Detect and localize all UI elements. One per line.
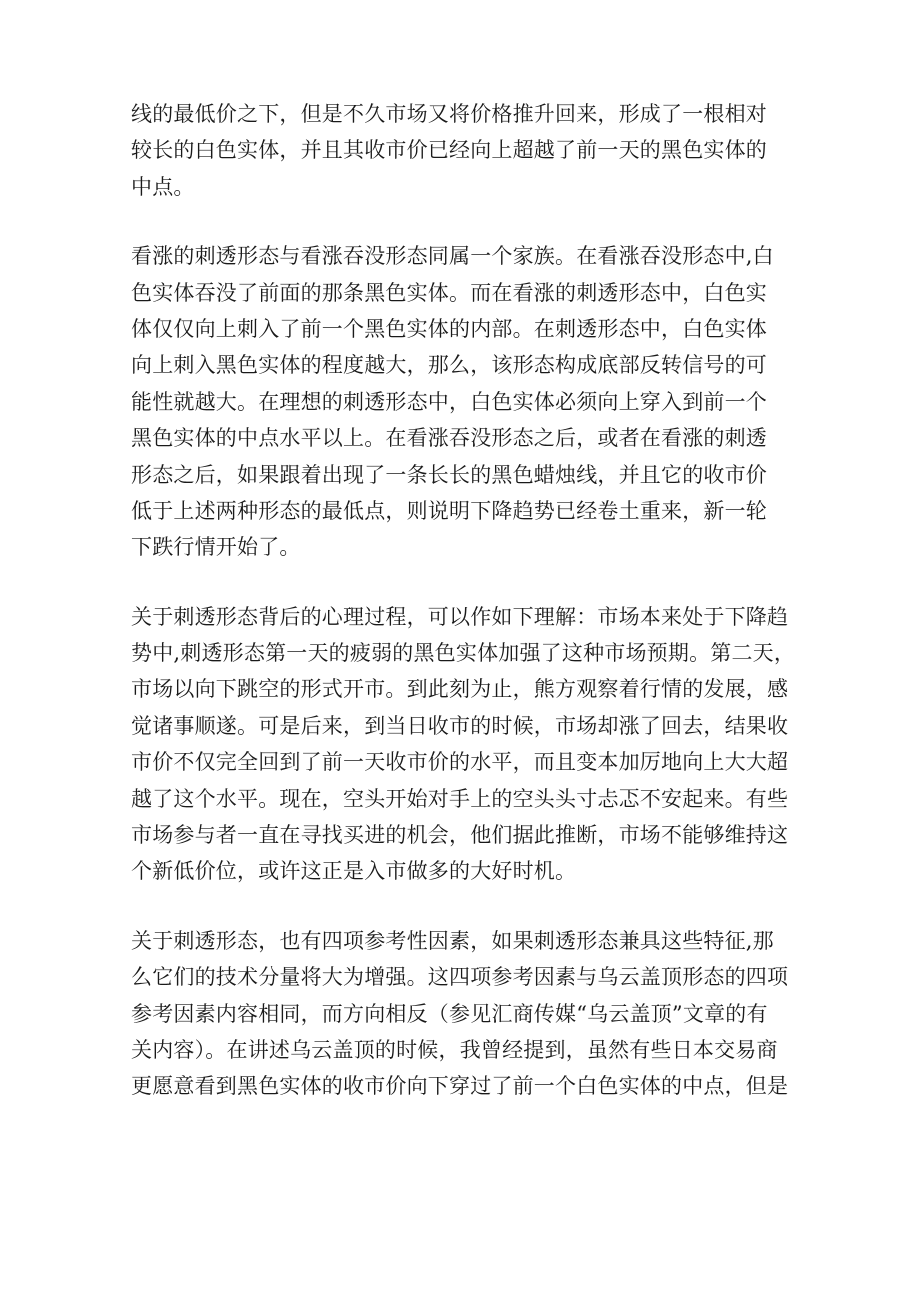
text-line: 中点。 bbox=[131, 174, 195, 199]
text-line: 关于刺透形态背后的心理过程，可以作如下理解：市场本来处于下降趋 bbox=[131, 604, 789, 629]
text-line: 关内容）。在讲述乌云盖顶的时候，我曾经提到，虽然有些日本交易商 bbox=[131, 1037, 778, 1062]
paragraph-2 bbox=[131, 238, 799, 566]
text-line: 更愿意看到黑色实体的收市价向下穿过了前一个白色实体的中点，但是 bbox=[131, 1074, 789, 1099]
text-line: 觉诸事顺遂。可是后来，到当日收市的时候，市场却涨了回去，结果收 bbox=[131, 713, 789, 738]
text-line: 较长的白色实体，并且其收市价已经向上超越了前一天的黑色实体的 bbox=[131, 138, 767, 163]
text-line: 势中,刺透形态第一天的疲弱的黑色实体加强了这种市场预期。第二天， bbox=[131, 641, 796, 666]
text-line: 市场参与者一直在寻找买进的机会，他们据此推断，市场不能够维持这 bbox=[131, 823, 789, 848]
text-line: 色实体吞没了前面的那条黑色实体。而在看涨的刺透形态中，白色实 bbox=[131, 280, 767, 305]
text-line: 体仅仅向上刺入了前一个黑色实体的内部。在刺透形态中，白色实体 bbox=[131, 316, 767, 341]
text-line: 关于刺透形态，也有四项参考性因素，如果刺透形态兼具这些特征,那 bbox=[131, 928, 774, 953]
text-line: 线的最低价之下，但是不久市场又将价格推升回来，形成了一根相对 bbox=[131, 102, 767, 126]
document-body bbox=[131, 96, 799, 1138]
text-line: 向上刺入黑色实体的程度越大，那么，该形态构成底部反转信号的可 bbox=[131, 353, 767, 378]
text-line: 形态之后，如果跟着出现了一条长长的黑色蜡烛线，并且它的收市价 bbox=[131, 462, 767, 487]
text-line: 么它们的技术分量将大为增强。这四项参考因素与乌云盖顶形态的四项 bbox=[131, 965, 789, 990]
text-line: 市场以向下跳空的形式开市。到此刻为止，熊方观察着行情的发展，感 bbox=[131, 677, 789, 702]
text-line: 越了这个水平。现在，空头开始对手上的空头头寸忐忑不安起来。有些 bbox=[131, 786, 789, 811]
text-line: 个新低价位，或许这正是入市做多的大好时机。 bbox=[131, 859, 577, 884]
text-line: 黑色实体的中点水平以上。在看涨吞没形态之后，或者在看涨的刺透 bbox=[131, 426, 767, 451]
text-line: 低于上述两种形态的最低点，则说明下降趋势已经卷土重来，新一轮 bbox=[131, 498, 767, 523]
text-line: 参考因素内容相同，而方向相反（参见汇商传媒“乌云盖顶”文章的有 bbox=[131, 1001, 768, 1026]
text-line: 下跌行情开始了。 bbox=[131, 535, 301, 560]
paragraph-1 bbox=[131, 96, 799, 205]
paragraph-3 bbox=[131, 599, 799, 890]
text-line: 市价不仅完全回到了前一天收市价的水平，而且变本加厉地向上大大超 bbox=[131, 750, 789, 775]
paragraph-4 bbox=[131, 923, 799, 1105]
text-line: 看涨的刺透形态与看涨吞没形态同属一个家族。在看涨吞没形态中,白 bbox=[131, 244, 774, 269]
text-line: 能性就越大。在理想的刺透形态中，白色实体必须向上穿入到前一个 bbox=[131, 389, 767, 414]
